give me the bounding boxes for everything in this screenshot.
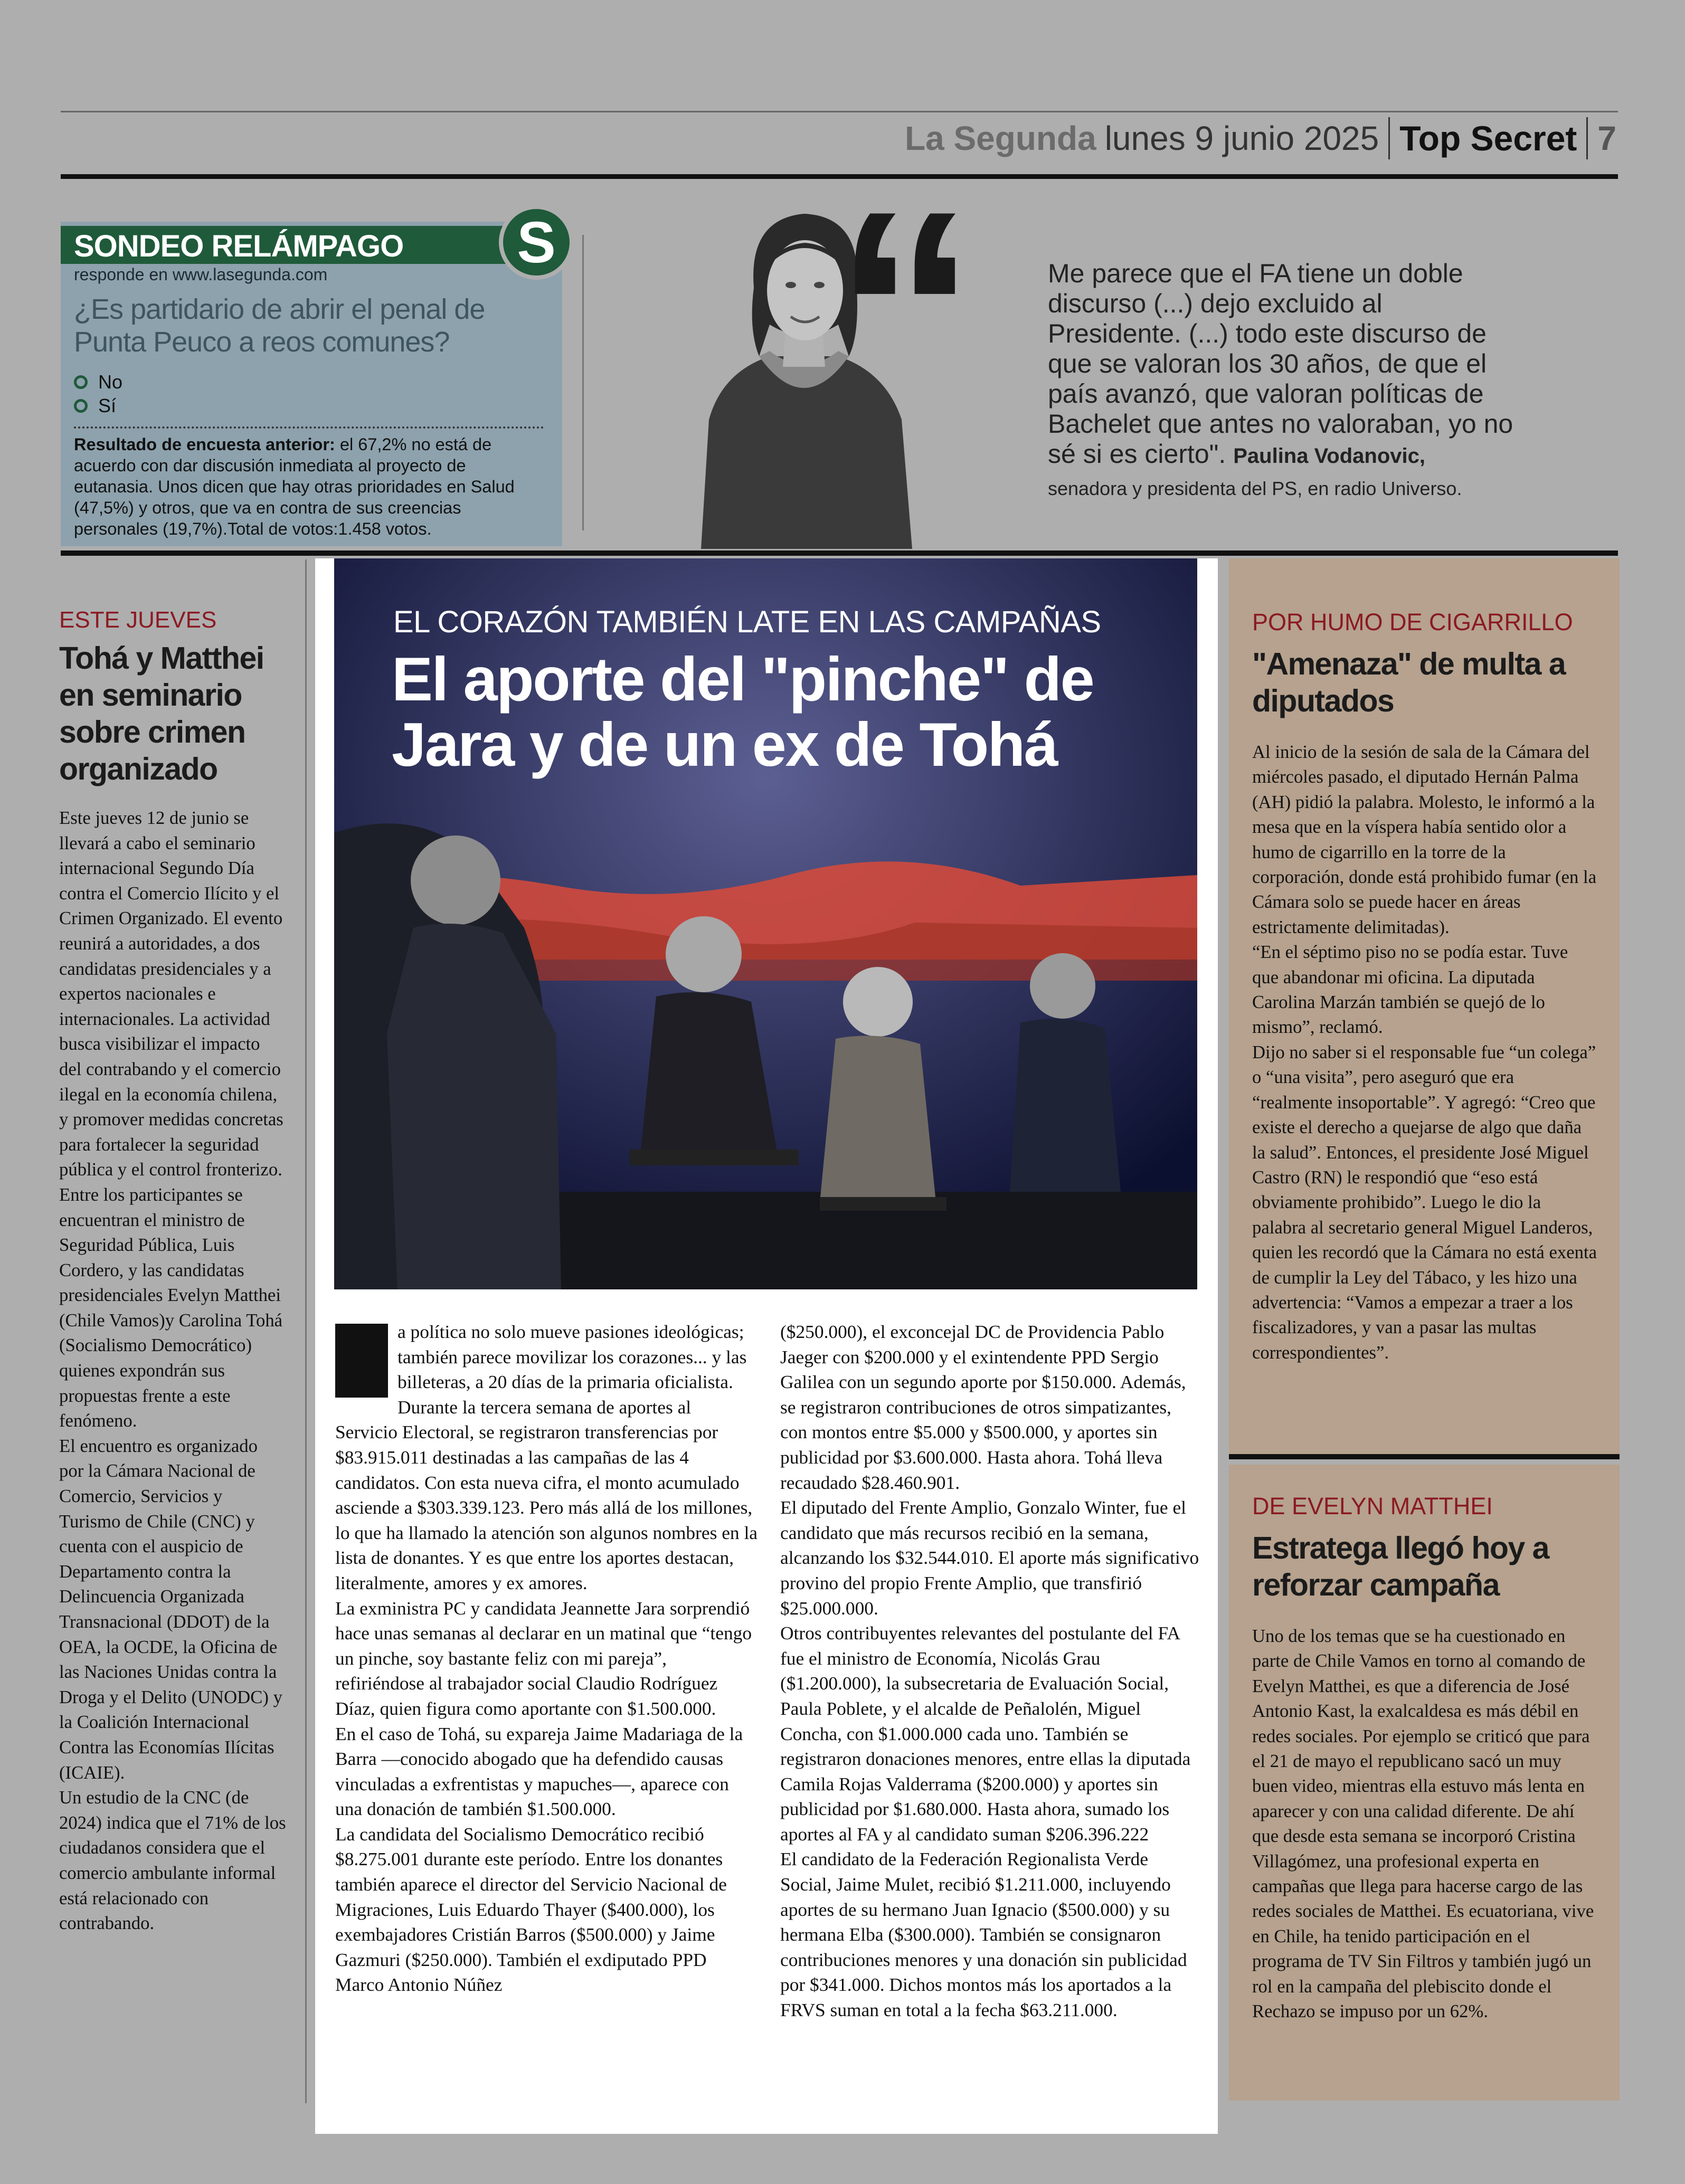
section-rule <box>61 550 1618 556</box>
poll-option-label: No <box>98 371 123 393</box>
right-article-1 <box>1252 609 1598 1365</box>
main-article-column-1 <box>335 1319 758 1998</box>
poll-option-label: Sí <box>98 395 117 416</box>
section-name: Top Secret <box>1399 119 1577 158</box>
drop-cap-l <box>335 1324 388 1398</box>
main-article-kicker: EL CORAZÓN TAMBIÉN LATE EN LAS CAMPAÑAS <box>393 605 1101 639</box>
section-rule <box>1229 1454 1620 1459</box>
newspaper-name: La Segunda <box>904 119 1096 157</box>
main-article-paragraph: La exministra PC y candidata Jeannette Jara sorprendió hace unas semanas al declarar en un matinal que “tengo un pinche, soy bastante feliz con mi pareja”, refiriéndose al trabajador social Claudio Rodríguez Díaz, quien figura como aportante con $1.500.000. <box>335 1597 752 1719</box>
article-paragraph: “En el séptimo piso no se podía estar. Tuve que abandonar mi oficina. La diputada Carolina Marzán también se quejó de lo mismo”, reclamó. <box>1252 942 1568 1038</box>
poll-title: SONDEO RELÁMPAGO <box>74 229 404 263</box>
quote-author-role: senadora y presidenta del PS, en radio Universo. <box>1048 478 1462 499</box>
column-divider <box>305 559 307 2103</box>
article-body <box>1252 1623 1598 2024</box>
article-paragraph: Un estudio de la CNC (de 2024) indica que el 71% de los ciudadanos considera que el comercio ambulante informal está relacionado con contrabando. <box>59 1787 286 1934</box>
main-article-paragraph: ($250.000), el exconcejal DC de Providencia Pablo Jaeger con $200.000 y el exintendente PPD Sergio Galilea con un segundo aporte por $150.000. Además, se registraron contribuciones de otros simpatizantes, con montos entre $5.000 y $500.000, y aportes sin publicidad por $3.600.000. Hasta ahora. Tohá lleva recaudado $28.460.901. <box>780 1321 1186 1493</box>
article-paragraph: Entre los participantes se encuentran el ministro de Seguridad Pública, Luis Cordero, y las candidatas presidenciales Evelyn Matthei (Chile Vamos)y Carolina Tohá (Socialismo Democrático) quienes expondrán sus propuestas frente a este fenómeno. <box>59 1184 283 1431</box>
article-kicker: ESTE JUEVES <box>59 607 217 633</box>
article-kicker: POR HUMO DE CIGARRILLO <box>1252 609 1573 635</box>
main-article-paragraph: a política no solo mueve pasiones ideológicas; también parece movilizar los corazones... y las billeteras, a 20 días de la primaria oficialista. <box>397 1321 747 1393</box>
page-header <box>905 117 1616 159</box>
main-article-paragraph: En el caso de Tohá, su expareja Jaime Madariaga de la Barra —conocido abogado que ha defendido causas vinculadas a exfrentistas y mapuches—, aparece con una donación de también $1.500.000. <box>335 1723 743 1820</box>
poll-result-text: el 67,2% no está de acuerdo con dar discusión inmediata al proyecto de eutanasia. Unos dicen que hay otras prioridades en Salud (47,5%) y otros, que va en contra de sus creencias personales (19,7%).Total de votos:1.458 votos. <box>74 435 515 538</box>
header-separator <box>1388 117 1390 159</box>
main-article-paragraph: La candidata del Socialismo Democrático recibió $8.275.001 durante este período. Entre los donantes también aparece el director del Servicio Nacional de Migraciones, Luis Eduardo Thayer ($400.000), los exembajadores Cristián Barros ($500.000) y Jaime Gazmuri ($250.000). También el exdiputado PPD Marco Antonio Núñez <box>335 1823 727 1996</box>
main-article-paragraph: El diputado del Frente Amplio, Gonzalo Winter, fue el candidato que más recursos recibió en la semana, alcanzando los $32.544.010. El aporte más significativo provino del propio Frente Amplio, que transfirió $25.000.000. <box>780 1497 1199 1619</box>
article-body <box>59 805 286 1936</box>
header-top-line <box>61 111 1618 112</box>
article-body <box>1252 739 1598 1365</box>
article-paragraph: Este jueves 12 de junio se llevará a cabo el seminario internacional Segundo Día contra el Comercio Ilícito y el Crimen Organizado. El evento reunirá a autoridades, a dos candidatas presidenciales y a expertos nacionales e internacionales. La actividad busca visibilizar el impacto del contrabando y el comercio ilegal en la economía chilena, y promover medidas concretas para fortalecer la seguridad pública y el control fronterizo. <box>59 808 283 1180</box>
radio-circle-icon[interactable] <box>74 375 88 389</box>
article-paragraph: Al inicio de la sesión de sala de la Cámara del miércoles pasado, el diputado Hernán Palma (AH) pidió la palabra. Molesto, le informó a la mesa que en la víspera había sentido olor a humo de cigarrillo en la torre de la corporación, donde está prohibido fumar (en la Cámara solo se puede hacer en áreas estrictamente delimitadas). <box>1252 742 1597 937</box>
article-paragraph: El encuentro es organizado por la Cámara Nacional de Comercio, Servicios y Turismo de Chile (CNC) y cuenta con el auspicio de Departamento contra la Delincuencia Organizada Transnacional (DDOT) de la OEA, la OCDE, la Oficina de las Naciones Unidas contra la Droga y el Delito (UNODC) y la Coalición Internacional Contra las Economías Ilícitas (ICAIE). <box>59 1435 282 1783</box>
page-number: 7 <box>1597 119 1616 157</box>
article-headline: Tohá y Matthei en seminario sobre crimen organizado <box>59 641 264 786</box>
poll-previous-result <box>74 434 544 539</box>
right-article-2 <box>1252 1493 1598 2024</box>
poll-question: ¿Es partidario de abrir el penal de Punta Peuco a reos comunes? <box>74 293 485 358</box>
poll-subtitle: responde en www.lasegunda.com <box>74 265 328 284</box>
quote-block <box>1048 259 1523 471</box>
article-headline: Estratega llegó hoy a reforzar campaña <box>1252 1531 1549 1602</box>
issue-date: lunes 9 junio 2025 <box>1104 119 1379 157</box>
article-paragraph: Uno de los temas que se ha cuestionado en parte de Chile Vamos en torno al comando de Evelyn Matthei, es que a diferencia de José Antonio Kast, la exalcaldesa es más débil en redes sociales. Por ejemplo se criticó que para el 21 de mayo el republicano sacó un muy buen video, mientras ella estuvo más lenta en aparecer y con una calidad diferente. De ahí que desde esta semana se incorporó Cristina Villagómez, una profesional experta en campañas que llega para hacerse cargo de las redes sociales de Matthei. Es ecuatoriana, vive en Chile, ha tenido participación en el programa de TV Sin Filtros y también jugó un rol en la campaña del plebiscito donde el Rechazo se impuso por un 62%. <box>1252 1626 1594 2022</box>
article-kicker: DE EVELYN MATTHEI <box>1252 1493 1493 1520</box>
header-separator <box>1586 117 1588 159</box>
poll-logo: S <box>499 205 574 280</box>
quote-text: Me parece que el FA tiene un doble discurso (...) dejo excluido al Presidente. (...) todo este discurso de que se valoran los 30 años, de que el país avanzó, que valoran políticas de Bachelet que antes no valoraban, yo no sé si es cierto". <box>1048 259 1513 469</box>
poll-divider <box>74 426 544 429</box>
article-paragraph: Dijo no saber si el responsable fue “un colega” o “una visita”, pero aseguró que era “realmente insoportable”. Y agregó: “Creo que existe el derecho a quejarse de algo que daña la salud”. Entonces, el presidente José Miguel Castro (RN) le respondió que “eso está obviamente prohibido”. Luego le dio la palabra al secretario general Miguel Landeros, quien les recordó que la Cámara no está exenta de cumplir la Ley del Tábaco, y les hizo una advertencia: “Vamos a empezar a traer a los fiscalizadores, y van a pasar las multas correspondientes”. <box>1252 1041 1597 1363</box>
main-article-paragraph: Otros contribuyentes relevantes del postulante del FA fue el ministro de Economía, Nicolás Grau ($1.200.000), la subsecretaria de Evaluación Social, Paula Poblete, y el alcalde de Peñalolén, Miguel Concha, con $1.000.000 cada uno. También se registraron donaciones menores, entre ellas la diputada Camila Rojas Valderrama ($200.000) y aportes sin publicidad por $1.680.000. Hasta ahora, sumado los aportes al FA y al candidato suman $206.396.222 <box>780 1622 1191 1845</box>
left-article <box>59 607 286 1936</box>
poll-option-si[interactable] <box>74 395 116 417</box>
main-article-paragraph: Durante la tercera semana de aportes al Servicio Electoral, se registraron transferencias por $83.915.011 destinadas a las campañas de las 4 candidatos. Con esta nueva cifra, el monto acumulado asciende a $303.339.123. Pero más allá de los millones, lo que ha llamado la atención son algunos nombres en la lista de donantes. Y es que entre los aportes destacan, literalmente, amores y ex amores. <box>335 1396 758 1593</box>
quote-author: Paulina Vodanovic, <box>1233 444 1426 468</box>
radio-circle-icon[interactable] <box>74 399 88 413</box>
article-headline: "Amenaza" de multa a diputados <box>1252 647 1566 718</box>
main-article-paragraph: El candidato de la Federación Regionalista Verde Social, Jaime Mulet, recibió $1.211.000, incluyendo aportes de su hermano Juan Ignacio ($500.000) y su hermana Elba ($300.000). También se consignaron contribuciones menores y una donación sin publicidad por $341.000. Dichos montos más los aportados a la FRVS suman en total a la fecha $63.211.000. <box>780 1848 1187 2021</box>
quote-mark-icon: “ <box>834 152 977 470</box>
poll-option-no[interactable] <box>74 371 122 393</box>
main-article-column-2 <box>780 1319 1203 2023</box>
column-divider <box>582 235 584 530</box>
main-article-headline: El aporte del "pinche" de Jara y de un ex de Tohá <box>392 644 1094 779</box>
poll-result-label: Resultado de encuesta anterior: <box>74 435 335 454</box>
